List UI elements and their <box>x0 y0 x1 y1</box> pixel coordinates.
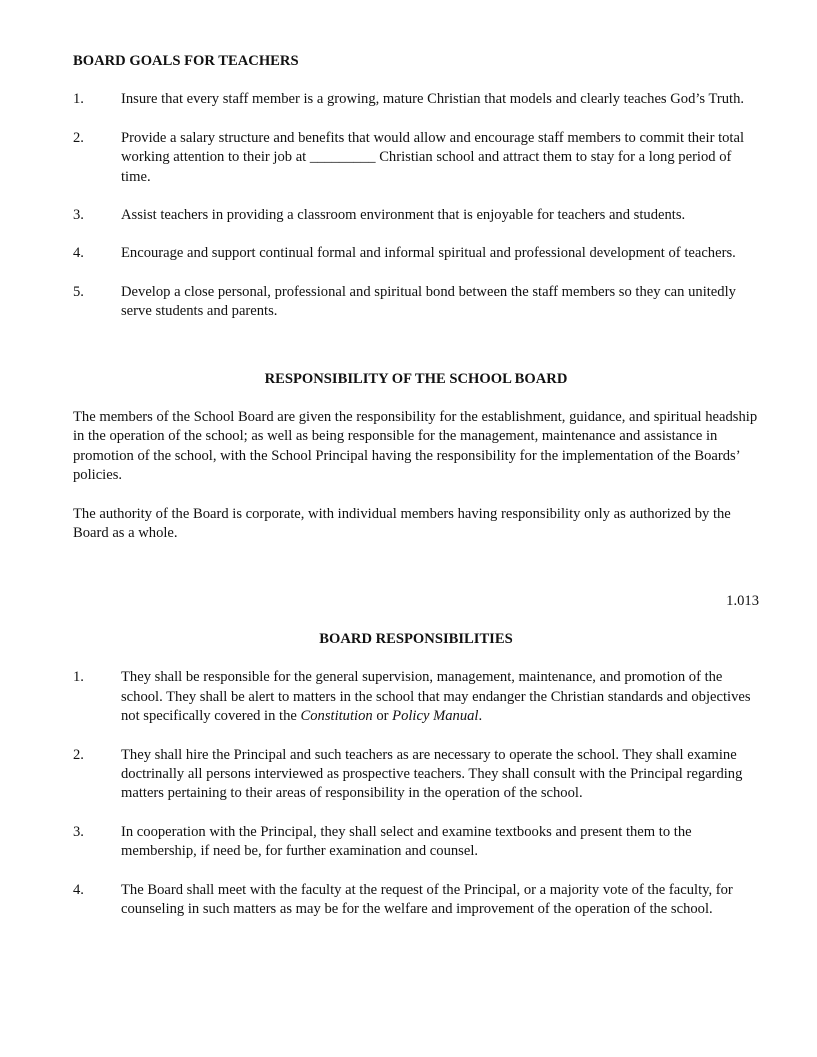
item-text: In cooperation with the Principal, they shall select and examine textbooks and present them to the membership, if need be, for further examination and counsel. <box>121 823 692 860</box>
list-item <box>73 129 759 187</box>
item-number: 2. <box>73 129 84 146</box>
list-item <box>73 823 759 862</box>
item-number: 5. <box>73 283 84 300</box>
item-text-part: They shall be responsible for the general supervision, management, maintenance, and promotion of the school. They shall be alert to matters in the school that may endanger the Christian standards and objectives not specifically covered in the <box>121 669 751 725</box>
item-number: 4. <box>73 881 84 898</box>
item-text: The Board shall meet with the faculty at the request of the Principal, or a majority vote of the faculty, for counseling in such matters as may be for the welfare and improvement of the operation of the school. <box>121 881 733 917</box>
page-number: 1.013 <box>726 592 759 609</box>
item-number: 2. <box>73 746 84 763</box>
list-item <box>73 668 759 726</box>
list-item <box>73 283 759 322</box>
section-title-board-goals: BOARD GOALS FOR TEACHERS <box>73 53 299 69</box>
item-number: 4. <box>73 245 84 262</box>
item-text-part: or <box>372 708 393 725</box>
item-text-part: . <box>478 708 483 725</box>
list-item <box>73 881 759 920</box>
list-item <box>73 206 759 225</box>
item-text: Develop a close personal, professional and spiritual bond between the staff members so they can unitedly serve students and parents. <box>121 283 736 320</box>
list-item <box>73 90 759 109</box>
list-item <box>73 244 759 263</box>
constitution-title: Constitution <box>300 708 373 725</box>
item-text: Provide a salary structure and benefits that would allow and encourage staff members to commit their total working attention to their job at _________ Christian school and attract them to stay for a long period of time. <box>121 129 745 185</box>
item-text: They shall hire the Principal and such teachers as are necessary to operate the school. They shall examine doctrinally all persons interviewed as prospective teachers. They shall consult with the Principal regarding matters pertaining to their areas of responsibility in the operation of the school. <box>121 746 743 802</box>
paragraph: The members of the School Board are given the responsibility for the establishment, guidance, and spiritual headship in the operation of the school; as well as being responsible for the management, maintenance and assistance in promotion of the school, with the School Principal having the responsibility for the implementation of the Boards’ policies. <box>73 409 758 484</box>
policy-manual-title: Policy Manual <box>392 708 479 725</box>
item-number: 3. <box>73 207 84 224</box>
paragraph: The authority of the Board is corporate, with individual members having responsibility only as authorized by the Board as a whole. <box>73 505 731 542</box>
item-text <box>121 668 759 726</box>
section-title-board-responsibilities: BOARD RESPONSIBILITIES <box>319 630 513 647</box>
item-text: Encourage and support continual formal and informal spiritual and professional development of teachers. <box>121 245 736 262</box>
item-number: 1. <box>73 669 84 686</box>
item-number: 1. <box>73 91 84 108</box>
document-page <box>73 52 759 919</box>
item-text: Assist teachers in providing a classroom environment that is enjoyable for teachers and students. <box>121 207 686 224</box>
section-title-school-board-responsibility: RESPONSIBILITY OF THE SCHOOL BOARD <box>264 370 568 387</box>
list-item <box>73 746 759 804</box>
item-text: Insure that every staff member is a growing, mature Christian that models and clearly teaches God’s Truth. <box>121 91 745 108</box>
item-number: 3. <box>73 823 84 840</box>
